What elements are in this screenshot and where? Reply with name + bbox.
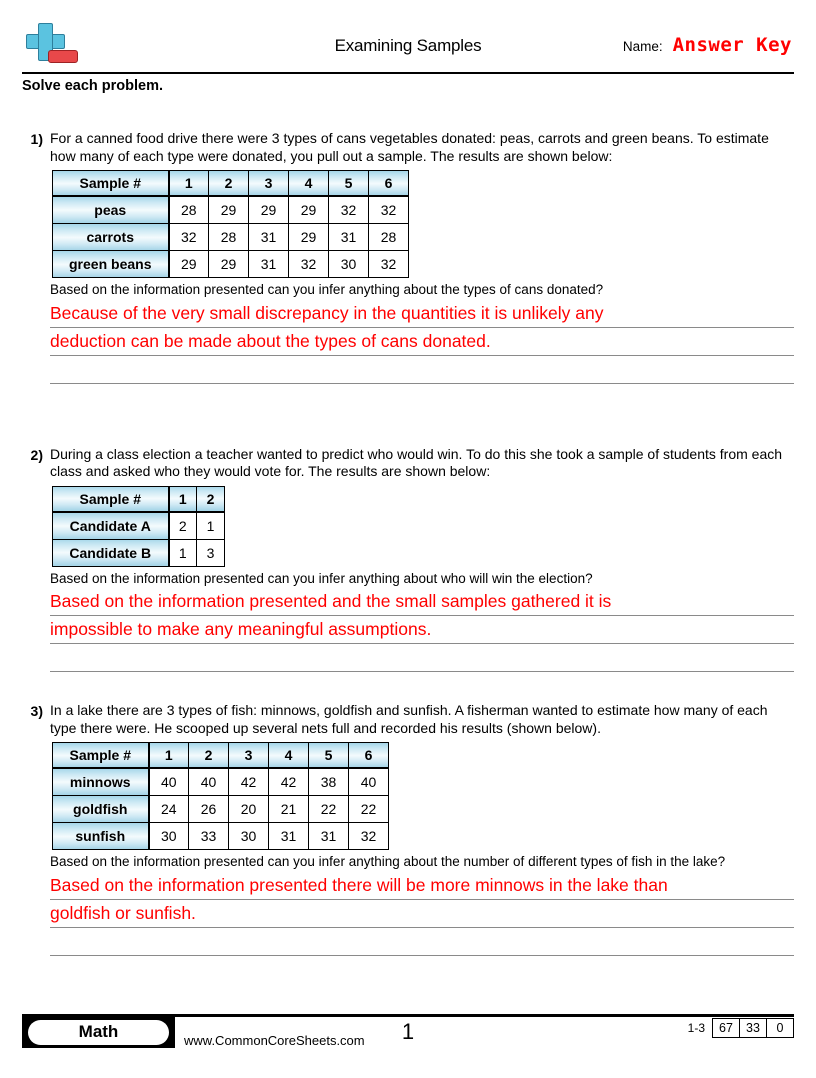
table-cell: 33	[189, 823, 229, 850]
table-cell: 26	[189, 796, 229, 823]
problem-1	[22, 130, 794, 384]
table-row-label: goldfish	[53, 796, 149, 823]
table-cell: 32	[369, 251, 409, 278]
sample-data-table	[52, 170, 409, 278]
subject-badge-label: Math	[28, 1020, 169, 1045]
answer-key-stamp: Answer Key	[672, 34, 792, 56]
table-cell: 28	[169, 196, 209, 224]
score-box: 67	[712, 1018, 739, 1038]
table-row-label: Candidate A	[53, 512, 169, 540]
table-cell: 29	[289, 196, 329, 224]
table-header-row	[53, 171, 409, 197]
table-header-row	[53, 743, 389, 769]
answer-line[interactable]: deduction can be made about the types of cans donated.	[50, 328, 794, 356]
table-row-label: green beans	[53, 251, 169, 278]
score-key	[688, 1018, 794, 1038]
table-cell: 21	[269, 796, 309, 823]
table-cell: 31	[309, 823, 349, 850]
table-column-header: 1	[169, 171, 209, 197]
answer-line[interactable]: Based on the information presented there will be more minnows in the lake than	[50, 872, 794, 900]
table-cell: 31	[269, 823, 309, 850]
table-cell: 22	[309, 796, 349, 823]
score-box: 33	[739, 1018, 766, 1038]
answer-line[interactable]: Based on the information presented and the small samples gathered it is	[50, 588, 794, 616]
table-cell: 31	[249, 251, 289, 278]
table-cell: 32	[329, 196, 369, 224]
table-cell: 3	[197, 539, 225, 566]
table-column-header: 1	[169, 486, 197, 512]
table-column-header: 3	[249, 171, 289, 197]
problem-question: Based on the information presented can you infer anything about who will win the election?	[50, 570, 593, 586]
problem-question: Based on the information presented can you infer anything about the types of cans donated?	[50, 282, 604, 297]
table-cell: 42	[269, 768, 309, 796]
table-cell: 29	[249, 196, 289, 224]
problem-prompt: In a lake there are 3 types of fish: minnows, goldfish and sunfish. A fisherman wanted to estimate how many of each type there were. He scooped up several nets full and recorded his results (shown below).	[50, 702, 768, 736]
problem-question: Based on the information presented can you infer anything about the number of different types of fish in the lake?	[50, 854, 726, 869]
table-cell: 20	[229, 796, 269, 823]
footer-url[interactable]: www.CommonCoreSheets.com	[184, 1033, 365, 1048]
table-cell: 29	[289, 224, 329, 251]
answer-lines	[50, 588, 794, 672]
table-cell: 1	[169, 539, 197, 566]
table-row	[53, 251, 409, 278]
table-cell: 42	[229, 768, 269, 796]
problem-body	[50, 446, 794, 673]
table-column-header: 2	[209, 171, 249, 197]
page-number: 1	[401, 1019, 415, 1044]
table-header-label: Sample #	[53, 743, 149, 769]
table-cell: 29	[169, 251, 209, 278]
table-header-label: Sample #	[53, 486, 169, 512]
answer-line[interactable]: Because of the very small discrepancy in the quantities it is unlikely any	[50, 300, 794, 328]
table-column-header: 6	[369, 171, 409, 197]
table-row	[53, 224, 409, 251]
problem-number: 3)	[30, 703, 43, 719]
table-cell: 29	[209, 251, 249, 278]
page-title: Examining Samples	[334, 36, 482, 55]
header-divider	[22, 72, 794, 75]
table-column-header: 4	[269, 743, 309, 769]
table-column-header: 5	[309, 743, 349, 769]
table-cell: 22	[349, 796, 389, 823]
table-row-label: carrots	[53, 224, 169, 251]
table-cell: 32	[349, 823, 389, 850]
table-cell: 29	[209, 196, 249, 224]
answer-lines	[50, 872, 794, 956]
problem-2	[22, 446, 794, 673]
problem-row	[22, 702, 794, 956]
table-cell: 30	[229, 823, 269, 850]
table-cell: 2	[169, 512, 197, 540]
problem-3	[22, 702, 794, 956]
table-cell: 30	[329, 251, 369, 278]
table-cell: 40	[189, 768, 229, 796]
table-row	[53, 512, 225, 540]
table-column-header: 3	[229, 743, 269, 769]
table-row-label: peas	[53, 196, 169, 224]
table-column-header: 6	[349, 743, 389, 769]
name-label: Name:	[622, 39, 663, 54]
table-cell: 40	[349, 768, 389, 796]
answer-line-blank[interactable]	[50, 356, 794, 384]
sample-data-table	[52, 486, 225, 567]
table-cell: 24	[149, 796, 189, 823]
answer-line-blank[interactable]	[50, 644, 794, 672]
answer-line-blank[interactable]	[50, 928, 794, 956]
table-column-header: 4	[289, 171, 329, 197]
answer-line[interactable]: goldfish or sunfish.	[50, 900, 794, 928]
table-row	[53, 539, 225, 566]
table-row-label: sunfish	[53, 823, 149, 850]
answer-lines	[50, 300, 794, 384]
name-block	[623, 34, 792, 56]
instruction-text: Solve each problem.	[22, 78, 164, 94]
problems-container	[0, 130, 816, 956]
page-header	[22, 22, 794, 74]
table-column-header: 5	[329, 171, 369, 197]
table-row	[53, 823, 389, 850]
table-column-header: 2	[197, 486, 225, 512]
score-range: 1-3	[687, 1021, 705, 1035]
problem-body	[50, 702, 794, 956]
score-boxes	[712, 1018, 794, 1038]
worksheet-page	[0, 22, 816, 1078]
table-row	[53, 796, 389, 823]
table-header-row	[53, 486, 225, 512]
page-footer	[22, 1014, 794, 1054]
score-box: 0	[766, 1018, 794, 1038]
problem-row	[22, 446, 794, 673]
table-row-label: Candidate B	[53, 539, 169, 566]
table-cell: 1	[197, 512, 225, 540]
problem-row	[22, 130, 794, 384]
problem-prompt: For a canned food drive there were 3 types of cans vegetables donated: peas, carrots and green beans. To estimate how many of each type were donated, you pull out a sample. The results are shown below:	[50, 130, 769, 164]
answer-line[interactable]: impossible to make any meaningful assumptions.	[50, 616, 794, 644]
table-cell: 28	[369, 224, 409, 251]
table-cell: 32	[289, 251, 329, 278]
table-cell: 32	[369, 196, 409, 224]
table-column-header: 1	[149, 743, 189, 769]
table-cell: 32	[169, 224, 209, 251]
table-column-header: 2	[189, 743, 229, 769]
table-row	[53, 768, 389, 796]
sample-data-table	[52, 742, 389, 850]
table-cell: 40	[149, 768, 189, 796]
problem-number: 1)	[30, 131, 43, 147]
table-cell: 28	[209, 224, 249, 251]
table-header-label: Sample #	[53, 171, 169, 197]
problem-number: 2)	[30, 446, 43, 463]
table-row-label: minnows	[53, 768, 149, 796]
problem-body	[50, 130, 794, 384]
table-row	[53, 196, 409, 224]
table-cell: 31	[249, 224, 289, 251]
table-cell: 30	[149, 823, 189, 850]
problem-prompt: During a class election a teacher wanted to predict who would win. To do this she took a sample of students from each class and asked who they would vote for. The results are shown below:	[50, 445, 783, 479]
table-cell: 38	[309, 768, 349, 796]
table-cell: 31	[329, 224, 369, 251]
